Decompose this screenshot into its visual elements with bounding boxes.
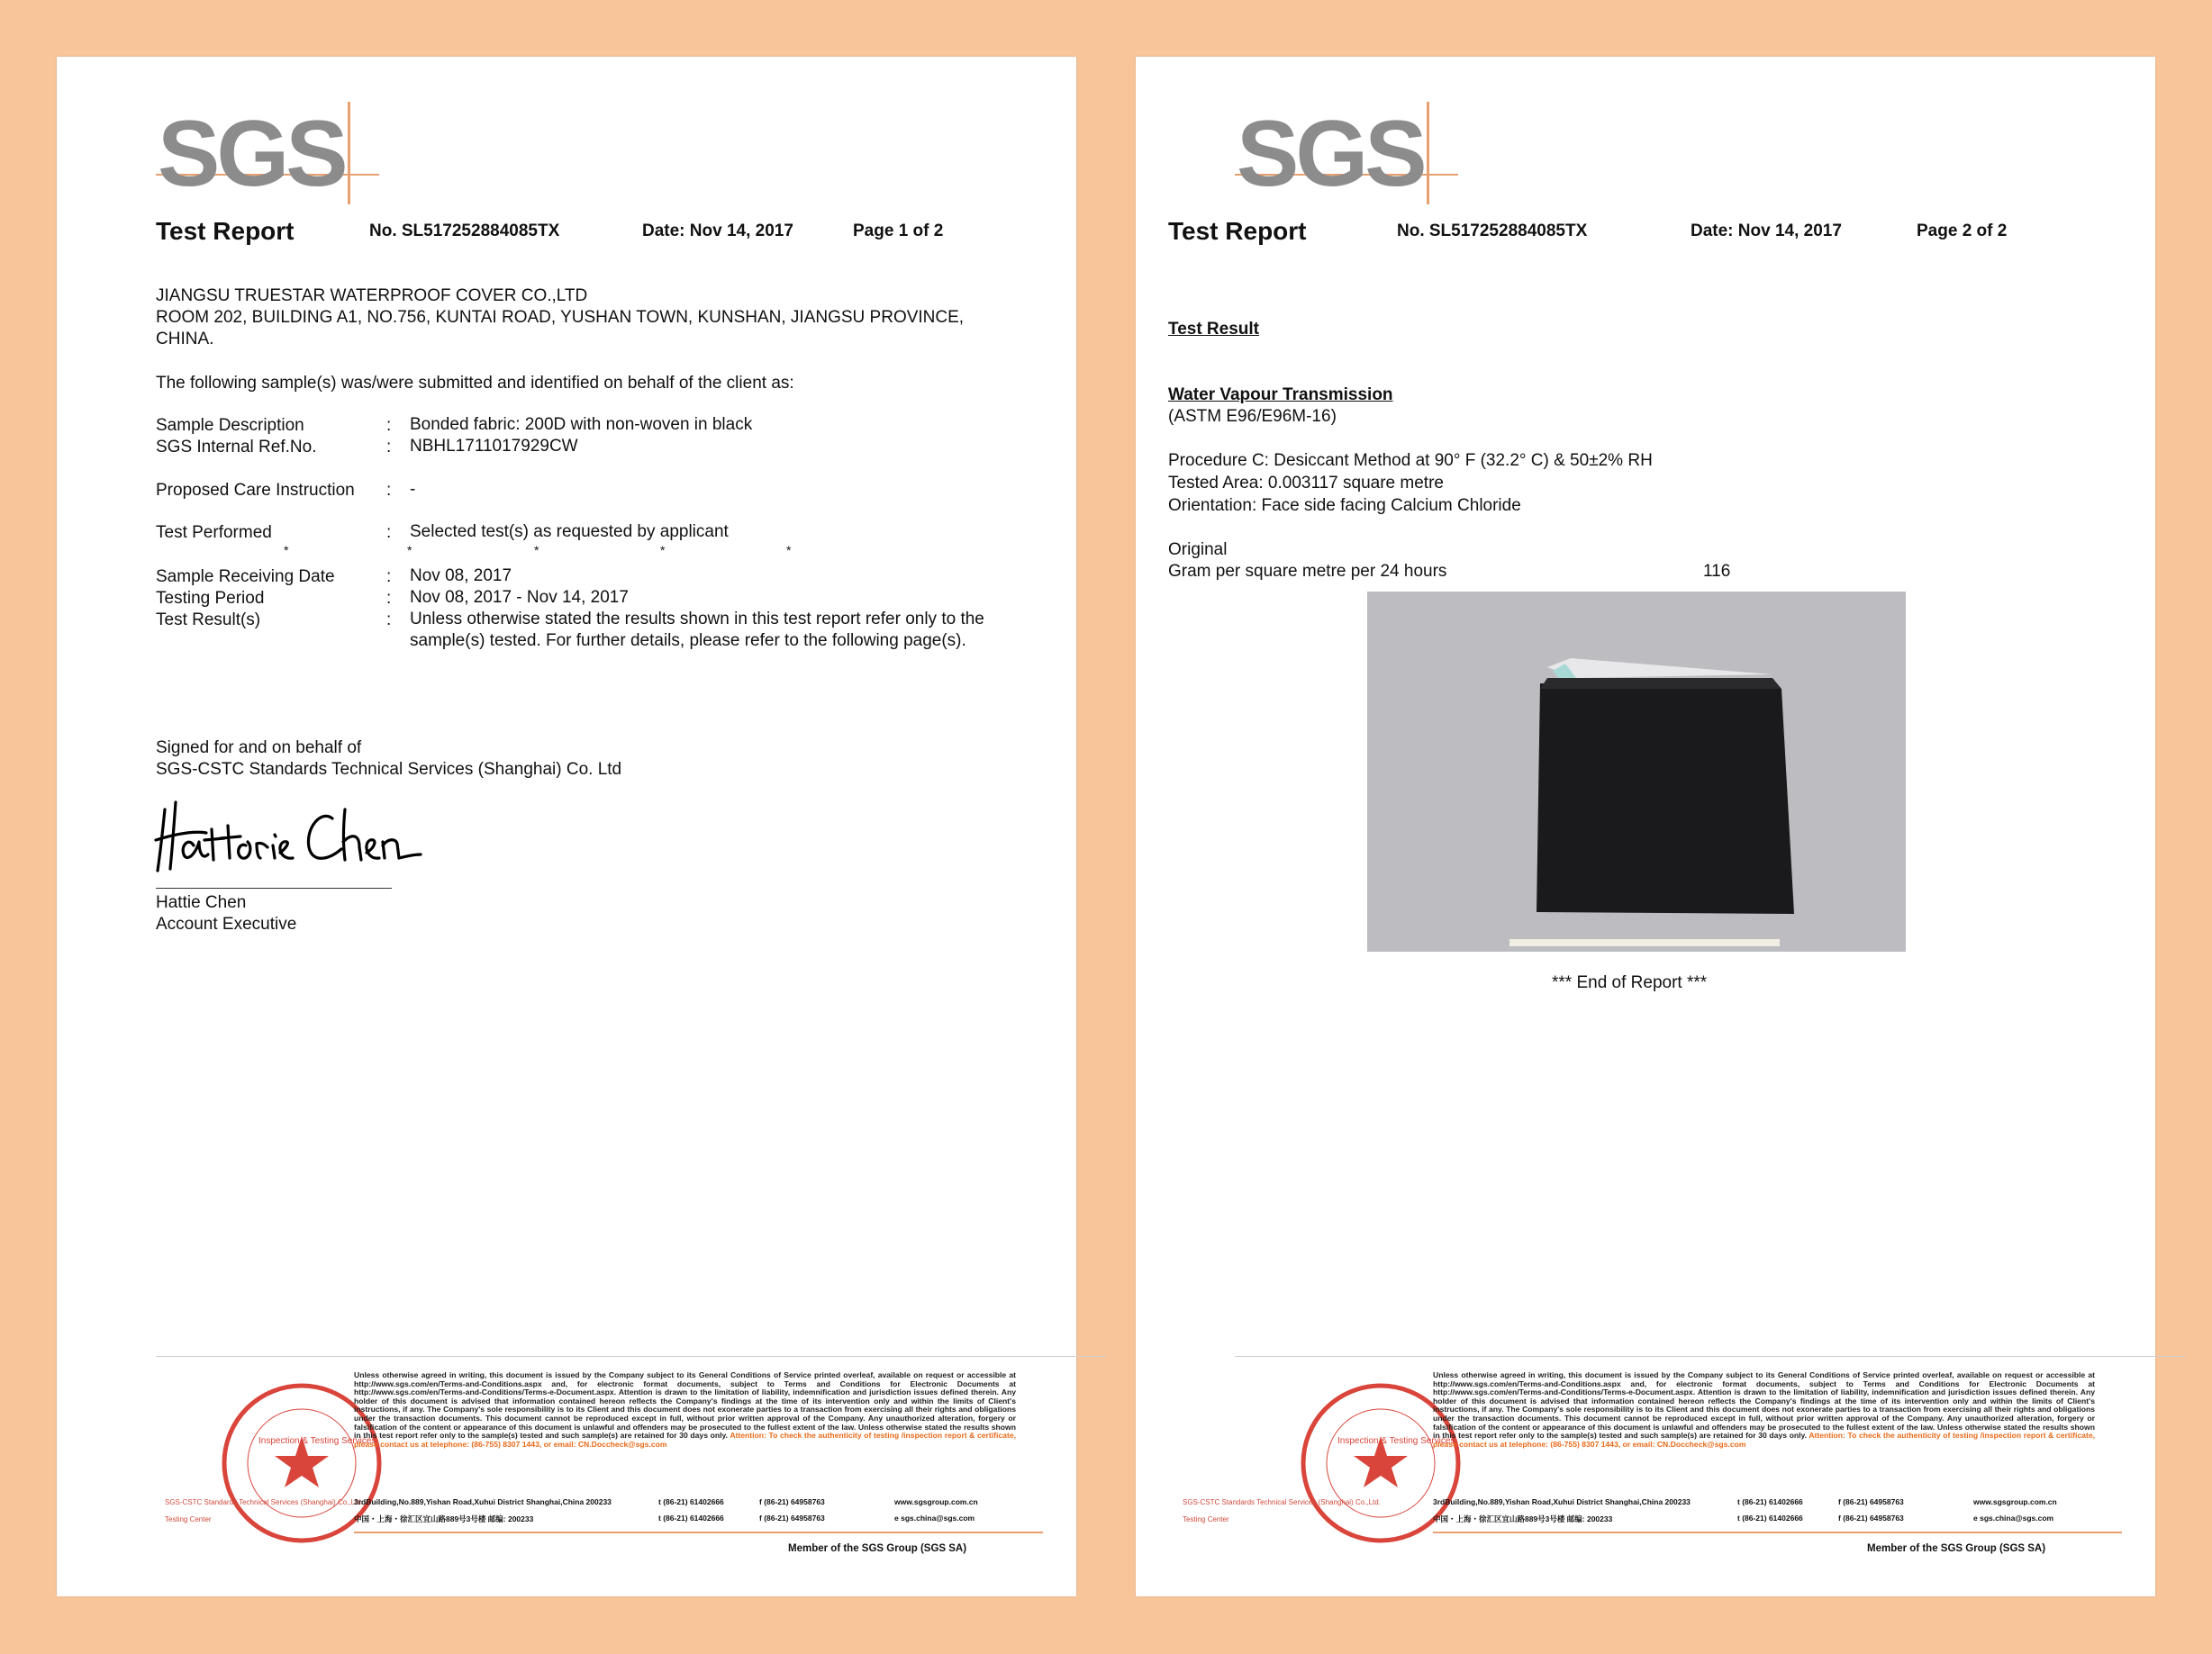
field-label: Proposed Care Instruction <box>156 481 355 500</box>
report-title: Test Report <box>156 217 295 245</box>
tel: t (86-21) 61402666 <box>1737 1514 1803 1523</box>
logo-vertical-line <box>1427 102 1429 204</box>
client-name: JIANGSU TRUESTAR WATERPROOF COVER CO.,LTD <box>156 286 588 305</box>
address-en: 3rdBuilding,No.889,Yishan Road,Xuhui District Shanghai,China 200233 <box>354 1497 612 1506</box>
disclaimer <box>1433 1371 2095 1449</box>
end-of-report: *** End of Report *** <box>1552 973 1708 992</box>
field-colon: : <box>386 481 392 500</box>
seal-sub3: Inspection & Testing Services <box>258 1436 376 1446</box>
test-performed: Selected test(s) as requested by applicant <box>410 522 729 541</box>
sgs-logo: SGS <box>158 102 345 206</box>
signed-for: Signed for and on behalf of <box>156 738 362 757</box>
disclaimer-text: Unless otherwise agreed in writing, this document is issued by the Company subject to its General Conditions of Service printed overleaf, available on request or accessible at http://www.sgs.com/en/Terms-and-Conditions.aspx and, for electronic format documents, subject to Terms and Conditions for Electronic Documents at http://www.sgs.com/en/Terms-and-Conditions/Terms-e-Document.aspx. Attention is drawn to the limitation of liability, indemnification and jurisdiction issues defined therein. Any holder of this document is advised that information contained hereon reflects the Company's findings at the time of its intervention only and within the limits of Client's instructions, if any. The Company's sole responsibility is to its Client and this document does not exonerate parties to a transaction from exercising all their rights and obligations under the transaction documents. This document cannot be reproduced except in full, without prior written approval of the Company. Any unauthorized alteration, forgery or falsification of the content or appearance of this document is unlawful and offenders may be prosecuted to the fullest extent of the law. Unless otherwise stated the results shown in this test report refer only to the sample(s) tested and such sample(s) are retained for 30 days only. <box>354 1370 1016 1441</box>
report-title: Test Report <box>1168 217 1307 245</box>
fax: f (86-21) 64958763 <box>759 1497 825 1506</box>
field-colon: : <box>386 589 392 608</box>
member-line: Member of the SGS Group (SGS SA) <box>788 1543 967 1554</box>
field-colon: : <box>386 610 392 629</box>
signed-company: SGS-CSTC Standards Technical Services (Shanghai) Co. Ltd <box>156 760 622 779</box>
report-date: Date: Nov 14, 2017 <box>642 221 793 240</box>
address-cn: 中国・上海・徐汇区宜山路889号3号楼 邮编: 200233 <box>354 1514 534 1523</box>
report-page-1 <box>57 57 1076 1596</box>
footer-rule <box>156 1356 1106 1357</box>
section-heading: Water Vapour Transmission <box>1168 385 1393 404</box>
disclaimer-text: Unless otherwise agreed in writing, this document is issued by the Company subject to its General Conditions of Service printed overleaf, available on request or accessible at http://www.sgs.com/en/Terms-and-Conditions.aspx and, for electronic format documents, subject to Terms and Conditions for Electronic Documents at http://www.sgs.com/en/Terms-and-Conditions/Terms-e-Document.aspx. Attention is drawn to the limitation of liability, indemnification and jurisdiction issues defined therein. Any holder of this document is advised that information contained hereon reflects the Company's findings at the time of its intervention only and within the limits of Client's instructions, if any. The Company's sole responsibility is to its Client and this document does not exonerate parties to a transaction from exercising all their rights and obligations under the transaction documents. This document cannot be reproduced except in full, without prior written approval of the Company. Any unauthorized alteration, forgery or falsification of the content or appearance of this document is unlawful and offenders may be prosecuted to the fullest extent of the law. Unless otherwise stated the results shown in this test report refer only to the sample(s) tested and such sample(s) are retained for 30 days only. <box>1433 1370 2095 1441</box>
page-number: Page 1 of 2 <box>853 221 944 240</box>
tested-area: Tested Area: 0.003117 square metre <box>1168 474 1444 493</box>
footer-orange-rule <box>354 1532 1043 1533</box>
report-page-2 <box>1136 57 2155 1596</box>
test-results-text: Unless otherwise stated the results shown in this test report refer only to the <box>410 610 984 628</box>
original-label: Original <box>1168 540 1228 559</box>
signature-line <box>156 888 392 889</box>
client-country: CHINA. <box>156 330 214 348</box>
field-colon: : <box>386 416 392 435</box>
field-colon: : <box>386 438 392 456</box>
field-label: Testing Period <box>156 589 265 608</box>
seal-sub1: SGS-CSTC Standards Technical Services (Shanghai) Co.,Ltd. <box>165 1498 363 1506</box>
field-label: Sample Description <box>156 416 304 435</box>
signer-title: Account Executive <box>156 915 297 934</box>
sample-description: Bonded fabric: 200D with non-woven in black <box>410 415 753 434</box>
seal-sub3: Inspection & Testing Services <box>1337 1436 1455 1446</box>
email: e sgs.china@sgs.com <box>894 1514 975 1523</box>
asterisk: * <box>786 543 792 557</box>
website: www.sgsgroup.com.cn <box>1973 1497 2057 1506</box>
field-label: Sample Receiving Date <box>156 567 335 586</box>
field-label: Test Result(s) <box>156 610 261 629</box>
page-number: Page 2 of 2 <box>1917 221 2008 240</box>
internal-ref: NBHL1711017929CW <box>410 437 578 456</box>
attention-text: Attention: To check the authenticity of testing /inspection report & certificate, please contact us at telephone: (86-755) 8307 1443, or email: CN.Doccheck@sgs.com <box>354 1431 1016 1449</box>
procedure: Procedure C: Desiccant Method at 90° F (32.2° C) & 50±2% RH <box>1168 451 1653 470</box>
intro-text: The following sample(s) was/were submitted and identified on behalf of the client as: <box>156 374 794 393</box>
logo-vertical-line <box>348 102 350 204</box>
result-unit: Gram per square metre per 24 hours <box>1168 562 1447 581</box>
sample-photo <box>1367 592 1906 952</box>
address-en: 3rdBuilding,No.889,Yishan Road,Xuhui District Shanghai,China 200233 <box>1433 1497 1691 1506</box>
receiving-date: Nov 08, 2017 <box>410 566 512 585</box>
footer-orange-rule <box>1433 1532 2122 1533</box>
seal-sub1: SGS-CSTC Standards Technical Services (Shanghai) Co.,Ltd. <box>1183 1498 1381 1506</box>
signer-name: Hattie Chen <box>156 893 247 912</box>
asterisk: * <box>284 543 289 557</box>
asterisk: * <box>534 543 539 557</box>
field-colon: : <box>386 567 392 586</box>
seal-sub2: Testing Center <box>165 1515 212 1523</box>
sample-photo-image <box>1367 592 1906 952</box>
report-date: Date: Nov 14, 2017 <box>1691 221 1842 240</box>
signature <box>152 782 422 881</box>
field-colon: : <box>386 523 392 542</box>
disclaimer <box>354 1371 1016 1449</box>
test-standard: (ASTM E96/E96M-16) <box>1168 407 1337 426</box>
fax: f (86-21) 64958763 <box>1838 1497 1904 1506</box>
client-address: ROOM 202, BUILDING A1, NO.756, KUNTAI ROAD, YUSHAN TOWN, KUNSHAN, JIANGSU PROVINCE, <box>156 308 965 327</box>
fax: f (86-21) 64958763 <box>1838 1514 1904 1523</box>
result-value: 116 <box>1703 562 1731 581</box>
address-cn: 中国・上海・徐汇区宜山路889号3号楼 邮编: 200233 <box>1433 1514 1613 1523</box>
report-number: No. SL517252884085TX <box>1397 221 1588 240</box>
seal-sub2: Testing Center <box>1183 1515 1229 1523</box>
test-result-heading: Test Result <box>1168 320 1260 339</box>
testing-period: Nov 08, 2017 - Nov 14, 2017 <box>410 588 629 607</box>
asterisk: * <box>660 543 666 557</box>
email: e sgs.china@sgs.com <box>1973 1514 2054 1523</box>
sgs-logo: SGS <box>1237 102 1424 206</box>
field-label: SGS Internal Ref.No. <box>156 438 317 456</box>
fax: f (86-21) 64958763 <box>759 1514 825 1523</box>
tel: t (86-21) 61402666 <box>1737 1497 1803 1506</box>
asterisk: * <box>407 543 412 557</box>
member-line: Member of the SGS Group (SGS SA) <box>1867 1543 2046 1554</box>
tel: t (86-21) 61402666 <box>658 1514 724 1523</box>
attention-text: Attention: To check the authenticity of testing /inspection report & certificate, please contact us at telephone: (86-755) 8307 1443, or email: CN.Doccheck@sgs.com <box>1433 1431 2095 1449</box>
website: www.sgsgroup.com.cn <box>894 1497 978 1506</box>
orientation: Orientation: Face side facing Calcium Chloride <box>1168 496 1521 515</box>
care-instruction: - <box>410 480 416 499</box>
tel: t (86-21) 61402666 <box>658 1497 724 1506</box>
footer-rule <box>1235 1356 2185 1357</box>
test-results-text-2: sample(s) tested. For further details, please refer to the following page(s). <box>410 631 966 650</box>
field-label: Test Performed <box>156 523 272 542</box>
report-number: No. SL517252884085TX <box>369 221 560 240</box>
